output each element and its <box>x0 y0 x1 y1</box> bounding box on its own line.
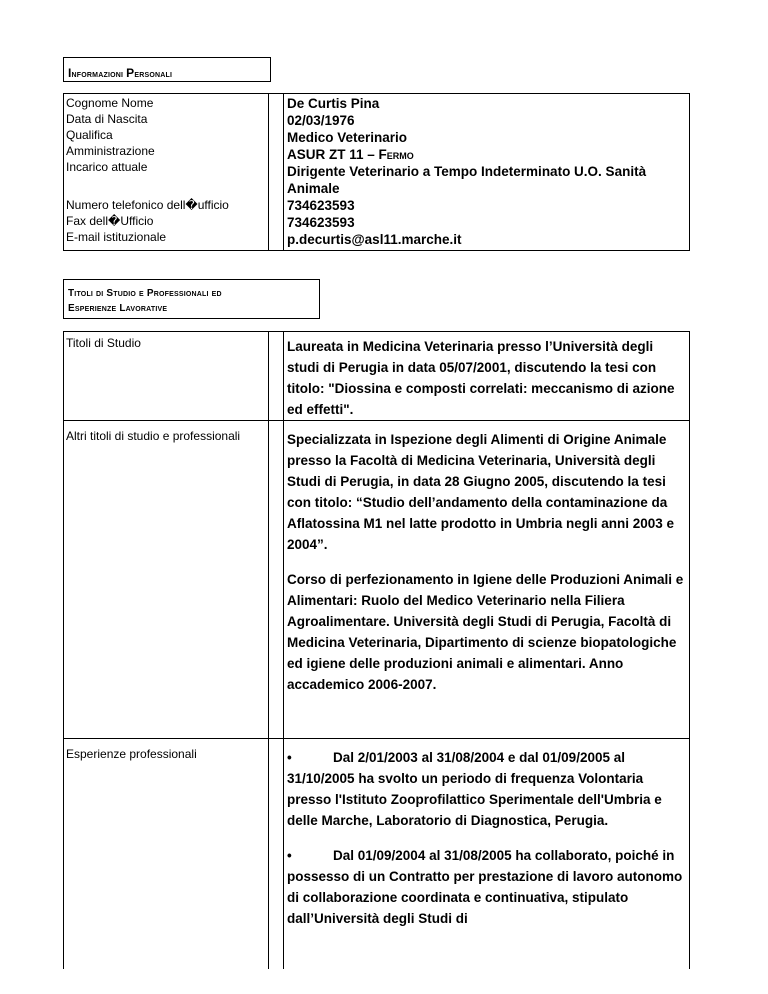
label-fax: Fax dell�Ufficio <box>66 214 154 228</box>
value-fax: 734623593 <box>287 215 355 230</box>
label-titoli-studio: Titoli di Studio <box>64 332 269 421</box>
bullet-2: • <box>287 848 292 863</box>
value-data-nascita: 02/03/1976 <box>287 113 355 128</box>
label-cognome-nome: Cognome Nome <box>66 96 154 110</box>
table-row <box>64 332 690 421</box>
esperienze-item-1: • Dal 2/01/2003 al 31/08/2004 e dal 01/09/2005 al 31/10/2005 ha svolto un periodo di frequenza Volontaria presso l'Istituto Zooprofilattico Sperimentale dell'Umbria e delle Marche, Laboratorio di Diagnostica, Perugia. <box>287 747 687 831</box>
personal-info-heading <box>63 57 271 82</box>
label-esperienze: Esperienze professionali <box>64 739 269 969</box>
titles-table <box>63 331 690 969</box>
value-qualifica: Medico Veterinario <box>287 130 408 145</box>
table-row <box>64 421 690 739</box>
label-incarico: Incarico attuale <box>66 160 148 174</box>
label-amministrazione: Amministrazione <box>66 144 155 158</box>
value-amministrazione: ASUR ZT 11 – Fermo <box>287 147 414 162</box>
heading-initial: I <box>68 66 72 80</box>
label-email: E-mail istituzionale <box>66 230 167 244</box>
label-qualifica: Qualifica <box>66 128 113 142</box>
value-email[interactable]: p.decurtis@asl11.marche.it <box>287 232 462 247</box>
label-telefono: Numero telefonico dell�ufficio <box>66 198 229 212</box>
altri-titoli-text-1: Specializzata in Ispezione degli Alimenti di Origine Animale presso la Facoltà di Medicina Veterinaria, Università degli Studi di Perugia, in data 28 Giugno 2005, discutendo la tesi con titolo: “Studio dell’andamento della contaminazione da Aflatossina M1 nel latte prodotto in Umbria negli anni 2003 e 2004”. <box>287 432 675 552</box>
titles-heading <box>63 279 320 319</box>
value-telefono: 734623593 <box>287 198 355 213</box>
value-incarico: Dirigente Veterinario a Tempo Indeterminato U.O. Sanità Animale <box>287 164 647 196</box>
esperienze-item-2: • Dal 01/09/2004 al 31/08/2005 ha collaborato, poiché in possesso di un Contratto per prestazione di lavoro autonomo di collaborazione coordinata e continuativa, stipulato dall’Università degli Studi di <box>287 845 687 929</box>
label-data-nascita: Data di Nascita <box>66 112 148 126</box>
heading-text-2: ersonali <box>134 69 173 80</box>
label-altri-titoli: Altri titoli di studio e professionali <box>64 421 269 739</box>
heading-initial-2: P <box>126 66 135 80</box>
titles-heading-line2: Esperienze Lavorative <box>68 302 168 314</box>
bullet-1: • <box>287 750 292 765</box>
altri-titoli-text-2: Corso di perfezionamento in Igiene delle Produzioni Animali e Alimentari: Ruolo del Medico Veterinario nella Filiera Agroalimentare. Università degli Studi di Perugia, Facoltà di Medicina Veterinaria, Dipartimento di scienze biopatologiche ed igiene delle produzioni animali e alimentari. Anno accademico 2006-2007. <box>287 572 684 692</box>
table-row <box>64 739 690 969</box>
titoli-studio-text: Laureata in Medicina Veterinaria presso l’Università degli studi di Perugia in data 05/07/2001, discutendo la tesi con titolo: "Diossina e composti correlati: meccanismo di azione ed effetti". <box>287 339 675 417</box>
heading-text: nformazioni <box>71 69 127 80</box>
personal-info-table <box>63 93 690 251</box>
table-row <box>64 94 690 251</box>
titles-heading-line1: Titoli di Studio e Professionali ed <box>68 288 222 299</box>
value-cognome-nome: De Curtis Pina <box>287 96 380 111</box>
